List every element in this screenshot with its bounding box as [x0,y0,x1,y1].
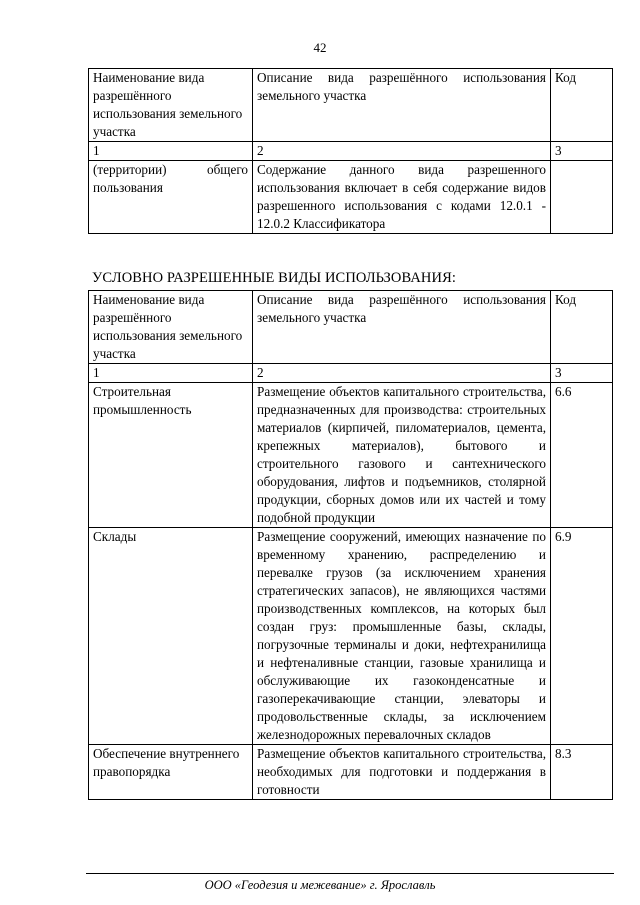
table-header-row [89,69,613,142]
table-header-row [89,291,613,364]
use-name: Склады [89,528,253,745]
col-number-3: 3 [551,142,613,161]
table-row [89,383,613,528]
table-row [89,161,613,234]
use-name: Строительная промышленность [89,383,253,528]
header-description: Описание вида разрешённого использования земельного участка [253,69,551,142]
col-number-2: 2 [253,142,551,161]
use-description: Размещение сооружений, имеющих назначение по временному хранению, распределению и перевалке грузов (за исключением хранения стратегических запасов), не являющихся частями производственных комплексов, на которых был создан груз: промышленные базы, склады, погрузочные терминалы и доки, нефтехранилища и нефтеналивные станции, газовые хранилища и обслуживающие их газоконденсатные и газоперекачивающие станции, элеваторы и продовольственные склады, за исключением железнодорожных перевалочных складов [253,528,551,745]
header-description: Описание вида разрешённого использования земельного участка [253,291,551,364]
page-number: 42 [313,40,327,55]
use-code [551,161,613,234]
use-description: Размещение объектов капитального строительства, предназначенных для производства: строительных материалов (кирпичей, пиломатериалов, цемента, крепежных материалов), бытового и строительного газового и сантехнического оборудования, лифтов и подъемников, столярной продукции, сборных домов или их частей и тому подобной продукции [253,383,551,528]
header-name: Наименование вида разрешённого использования земельного участка [89,69,253,142]
section-heading: УСЛОВНО РАЗРЕШЕННЫЕ ВИДЫ ИСПОЛЬЗОВАНИЯ: [92,270,456,286]
table-number-row [89,364,613,383]
table-row [89,528,613,745]
header-code: Код [551,69,613,142]
col-number-1: 1 [89,142,253,161]
col-number-2: 2 [253,364,551,383]
use-code: 6.6 [551,383,613,528]
header-name: Наименование вида разрешённого использования земельного участка [89,291,253,364]
use-name: Обеспечение внутреннего правопорядка [89,745,253,800]
col-number-1: 1 [89,364,253,383]
footer-divider [86,873,614,874]
col-number-3: 3 [551,364,613,383]
conditionally-permitted-use-table [88,290,613,800]
use-description: Размещение объектов капитального строительства, необходимых для подготовки и поддержания в готовности [253,745,551,800]
table-row [89,745,613,800]
table-number-row [89,142,613,161]
header-code: Код [551,291,613,364]
footer-text: ООО «Геодезия и межевание» г. Ярославль [204,878,436,892]
use-description: Содержание данного вида разрешенного использования включает в себя содержание видов разрешенного использования с кодами 12.0.1 - 12.0.2 Классификатора [253,161,551,234]
use-name: (территории) общего пользования [89,161,253,234]
permitted-use-table-continued [88,68,613,234]
use-code: 8.3 [551,745,613,800]
use-code: 6.9 [551,528,613,745]
